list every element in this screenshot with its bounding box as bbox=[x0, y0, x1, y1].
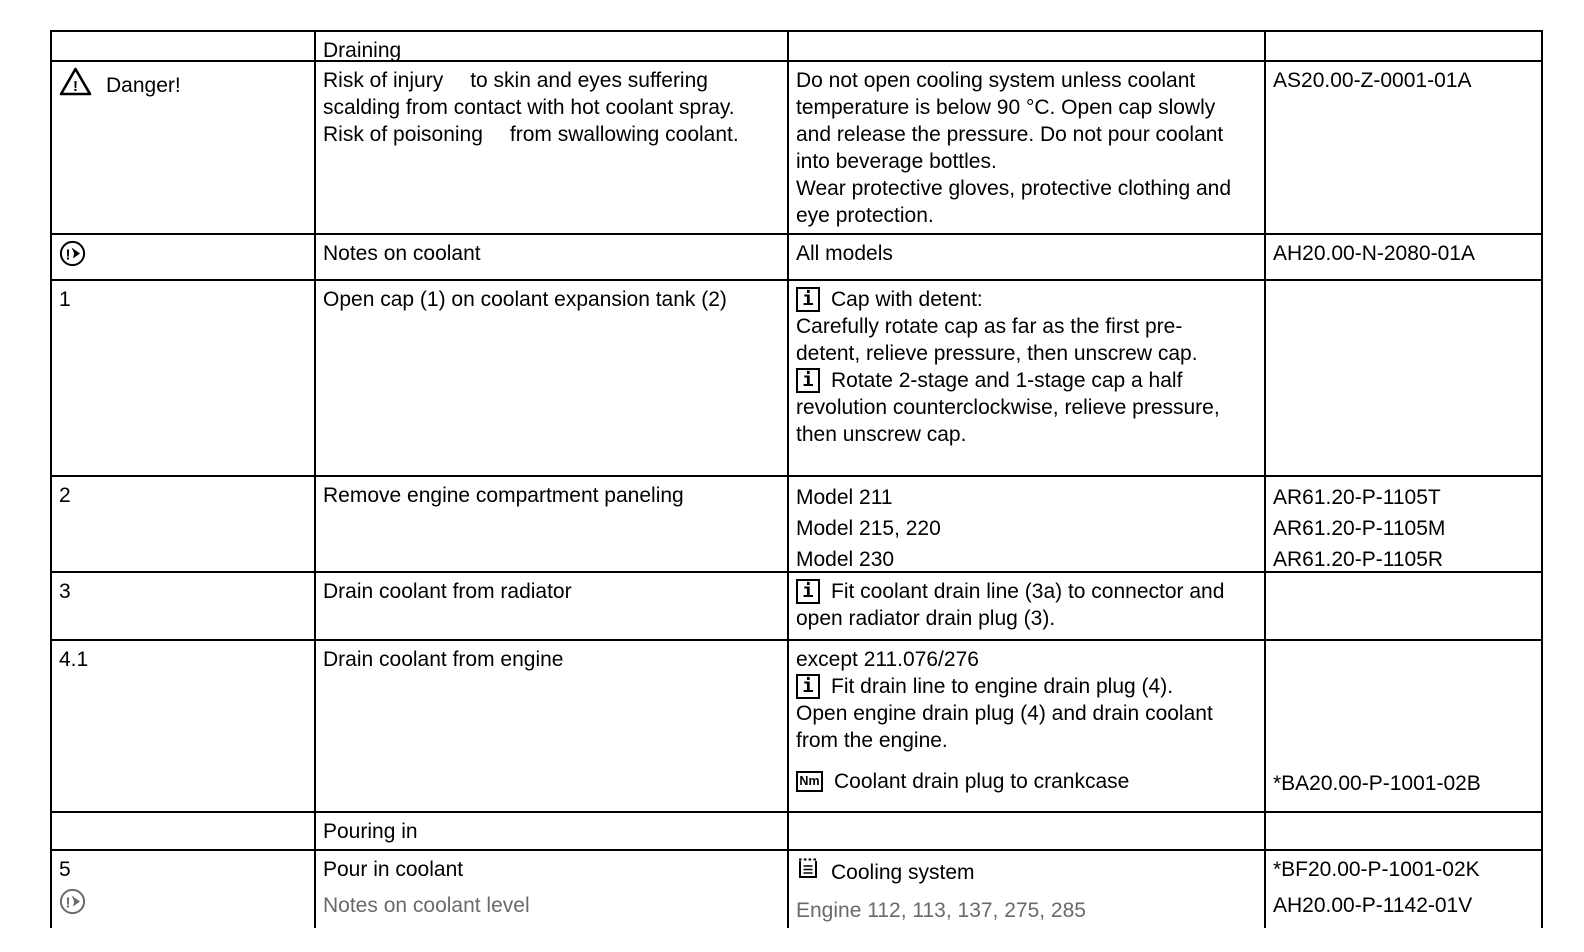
document-code: *BA20.00-P-1001-02B bbox=[1273, 772, 1481, 795]
cell-scope: All models bbox=[789, 235, 1266, 279]
cell-section-title bbox=[316, 32, 789, 60]
cell-operation: Remove engine compartment paneling bbox=[316, 477, 789, 571]
table-row-notes-on-coolant bbox=[52, 235, 1541, 281]
table-row-step-3 bbox=[52, 573, 1541, 641]
cell-step-number bbox=[52, 851, 316, 928]
info-icon: i bbox=[796, 368, 820, 393]
service-procedure-table bbox=[50, 30, 1543, 928]
table-row-danger bbox=[52, 62, 1541, 235]
svg-text:!: ! bbox=[65, 246, 71, 264]
section-title: Draining bbox=[323, 39, 402, 60]
document-code: AH20.00-N-2080-01A bbox=[1273, 242, 1475, 265]
cell-note-icon bbox=[52, 235, 316, 279]
info-icon: i bbox=[796, 674, 820, 699]
cell-danger-label bbox=[52, 62, 316, 233]
cell-notes: i Fit coolant drain line (3a) to connector and open radiator drain plug (3). bbox=[789, 573, 1266, 639]
danger-triangle-icon bbox=[59, 67, 92, 103]
cell-operation: Open cap (1) on coolant expansion tank (2) bbox=[316, 281, 789, 475]
cell-danger-risk: Risk of injury to skin and eyes suffering scalding from contact with hot coolant spray. Risk of poisoning from swallowing coolant. bbox=[316, 62, 789, 233]
step-number: 5 bbox=[59, 858, 71, 881]
danger-label: Danger! bbox=[106, 73, 181, 97]
document-code: AR61.20-P-1105R bbox=[1273, 548, 1444, 571]
info-icon: i bbox=[796, 579, 820, 604]
note-pointer-icon bbox=[59, 240, 86, 274]
document-code: AS20.00-Z-0001-01A bbox=[1273, 69, 1472, 92]
model-variant: Model 215, 220 bbox=[796, 517, 941, 540]
cell-notes: Cooling system Engine 112, 113, 137, 275, 285 bbox=[789, 851, 1266, 928]
cell-empty bbox=[789, 32, 1266, 60]
capacity-beaker-icon bbox=[796, 856, 820, 888]
cell-empty bbox=[1266, 813, 1541, 849]
table-row-step-4-1 bbox=[52, 641, 1541, 813]
info-icon: i bbox=[796, 287, 820, 312]
cell-danger-instructions: Do not open cooling system unless coolant temperature is below 90 °C. Open cap slowly and release the pressure. Do not pour coolant into beverage bottles. Wear protective gloves, protective clothing and eye protection. bbox=[789, 62, 1266, 233]
table-row-step-5 bbox=[52, 851, 1541, 928]
cell-document-code bbox=[1266, 477, 1541, 571]
document-code: *BF20.00-P-1001-02K bbox=[1273, 858, 1480, 881]
cell-step-number bbox=[52, 641, 316, 811]
cell-step-number bbox=[52, 573, 316, 639]
note-pointer-icon bbox=[59, 888, 86, 922]
section-title: Pouring in bbox=[323, 820, 418, 843]
document-code: AR61.20-P-1105M bbox=[1273, 517, 1446, 540]
step-number: 4.1 bbox=[59, 648, 89, 671]
cell-operation: Drain coolant from radiator bbox=[316, 573, 789, 639]
cell-notes: except 211.076/276 i Fit drain line to engine drain plug (4). Open engine drain plug (4) and drain coolant from the engine. Nm Coolant drain plug to crankcase bbox=[789, 641, 1266, 811]
table-row-pouring-header bbox=[52, 813, 1541, 851]
document-code: AR61.20-P-1105T bbox=[1273, 486, 1441, 509]
step-number: 2 bbox=[59, 484, 71, 507]
cell-step-number bbox=[52, 281, 316, 475]
cell-models bbox=[789, 477, 1266, 571]
cell-document-code bbox=[1266, 573, 1541, 639]
step-number: 1 bbox=[59, 288, 71, 311]
cell-operation: Notes on coolant bbox=[316, 235, 789, 279]
cell-document-code bbox=[1266, 641, 1541, 811]
table-row-step-2 bbox=[52, 477, 1541, 573]
step-number: 3 bbox=[59, 580, 71, 603]
cell-document-code bbox=[1266, 281, 1541, 475]
cell-operation: Pour in coolant Notes on coolant level bbox=[316, 851, 789, 928]
torque-nm-icon: Nm bbox=[796, 771, 823, 792]
svg-text:!: ! bbox=[65, 894, 71, 912]
model-variant: Model 211 bbox=[796, 486, 893, 509]
document-code: AH20.00-P-1142-01V bbox=[1273, 894, 1473, 917]
model-variant: Model 230 bbox=[796, 548, 895, 571]
cell-document-code bbox=[1266, 62, 1541, 233]
svg-text:!: ! bbox=[73, 78, 78, 95]
cell-empty bbox=[52, 32, 316, 60]
cell-empty bbox=[52, 813, 316, 849]
cell-document-code bbox=[1266, 851, 1541, 928]
cell-operation: Drain coolant from engine bbox=[316, 641, 789, 811]
table-row-draining-header bbox=[52, 32, 1541, 62]
cell-notes: i Cap with detent: Carefully rotate cap as far as the first pre- detent, relieve pressure, then unscrew cap. i Rotate 2-stage and 1-stage cap a half revolution counterclockwise, relieve pressure, then unscrew cap. bbox=[789, 281, 1266, 475]
cell-empty bbox=[1266, 32, 1541, 60]
cell-section-title bbox=[316, 813, 789, 849]
cell-document-code bbox=[1266, 235, 1541, 279]
cell-empty bbox=[789, 813, 1266, 849]
table-row-step-1 bbox=[52, 281, 1541, 477]
cell-step-number bbox=[52, 477, 316, 571]
